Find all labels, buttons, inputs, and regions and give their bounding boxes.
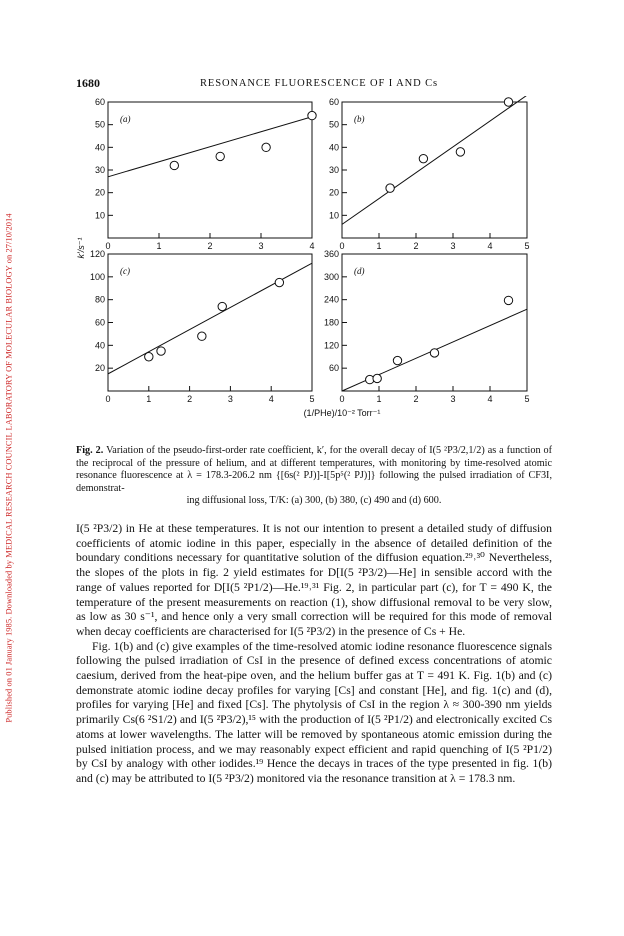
x-tick-label: 0	[339, 241, 345, 251]
y-tick-label: 40	[94, 340, 105, 351]
data-point	[504, 296, 512, 304]
x-tick-label: 3	[450, 241, 456, 251]
panel-label: (d)	[354, 266, 365, 276]
y-tick-label: 360	[323, 249, 339, 259]
y-tick-label: 20	[94, 187, 105, 198]
x-tick-label: 4	[309, 241, 315, 251]
x-tick-label: 4	[487, 241, 493, 251]
data-point	[386, 184, 394, 192]
x-tick-label: 1	[156, 241, 162, 251]
y-tick-label: 60	[94, 317, 105, 328]
x-tick-label: 2	[207, 241, 213, 251]
x-tick-label: 0	[339, 394, 345, 404]
data-point	[393, 356, 401, 364]
paragraph-2: Fig. 1(b) and (c) give examples of the time-resolved atomic iodine resonance fluorescence signals following the pulsed irradiation of CsI in the presence of defined excess concentrations of atomic caesium, derived from the heat-pipe oven, and the helium buffer gas at T = 491 K. Fig. 1(b) and (c) demonstrate atomic iodine decay profiles for varying [Cs] and constant [He], and fig. 1(c) and (d), profiles for varying [He] and fixed [Cs]. The phytolysis of CsI in the region λ ≈ 300-390 nm yields primarily Cs(6 ²S1/2) and I(5 ²P3/2),¹⁵ with the production of I(5 ²P1/2) and electronically excited Cs atoms at lower wavelengths. The latter will be removed by spontaneous atomic emission during the pulsed initiation process, and we may reasonably expect efficient and rapid quenching of I(5 ²P1/2) by CsI by analogy with other iodides.¹⁹ Hence the decays in traces of the type presented in fig. 1(b) and (c) may be attributed to I(5 ²P3/2) monitored via the resonance transition at λ = 178.3 nm.	[76, 639, 552, 785]
x-tick-label: 4	[487, 394, 493, 404]
x-tick-label: 0	[105, 394, 111, 404]
data-point	[218, 302, 226, 310]
data-point	[170, 161, 178, 169]
data-point	[262, 143, 270, 151]
x-tick-label: 2	[187, 394, 193, 404]
data-point	[419, 154, 427, 162]
y-tick-label: 60	[328, 363, 339, 374]
y-tick-label: 240	[323, 294, 339, 305]
panel-label: (c)	[120, 266, 130, 276]
data-point	[145, 353, 153, 361]
y-tick-label: 50	[94, 119, 105, 130]
y-tick-label: 10	[328, 210, 339, 221]
y-tick-label: 20	[328, 187, 339, 198]
x-tick-label: 5	[524, 241, 530, 251]
x-tick-label: 1	[146, 394, 152, 404]
fit-line	[342, 96, 527, 224]
data-point	[456, 148, 464, 156]
x-tick-label: 1	[376, 394, 382, 404]
y-tick-label: 50	[328, 119, 339, 130]
panel-frame	[342, 254, 527, 391]
data-point	[430, 349, 438, 357]
caption-last-line: ing diffusional loss, T/K: (a) 300, (b) 380, (c) 490 and (d) 600.	[186, 495, 442, 507]
x-tick-label: 5	[309, 394, 315, 404]
publication-sidebar	[0, 0, 18, 936]
y-tick-label: 120	[89, 249, 105, 259]
y-tick-label: 80	[94, 294, 105, 305]
x-axis-label: (1/PHe)/10⁻² Torr⁻¹	[303, 408, 381, 418]
figure-caption	[76, 445, 552, 508]
data-point	[157, 347, 165, 355]
x-tick-label: 3	[258, 241, 264, 251]
y-tick-label: 60	[94, 97, 105, 107]
x-tick-label: 2	[413, 394, 419, 404]
paragraph-1: I(5 ²P3/2) in He at these temperatures. It is not our intention to present a detailed study of diffusion coefficients of atomic iodine in this paper, especially in the absence of detailed definition of the boundary conditions necessary for quantitative solution of the diffusion equation.²⁹˒³⁰ Nevertheless, the slopes of the plots in fig. 2 yield estimates for D[I(5 ²P3/2)—He] in sensible accord with the range of values reported for D[I(5 ²P1/2)—He.¹⁹˒³¹ Fig. 2, in particular part (c), for T = 490 K, the temperature of the present measurements on reaction (1), show diffusional removal to be very slow, as low as 30 s⁻¹, and hence only a very small correction will be required for this mode of removal when decay coefficients are characterised for I(5 ²P3/2) in the presence of Cs + He.	[76, 522, 552, 638]
panel-frame	[108, 254, 312, 391]
x-tick-label: 5	[524, 394, 530, 404]
panel-frame	[342, 102, 527, 238]
y-tick-label: 30	[94, 165, 105, 175]
data-point	[308, 111, 316, 119]
y-tick-label: 40	[328, 142, 339, 153]
x-tick-label: 0	[105, 241, 111, 251]
x-tick-label: 2	[413, 241, 419, 251]
x-tick-label: 4	[268, 394, 274, 404]
caption-label: Fig. 2.	[76, 445, 104, 456]
y-axis-label: k′/s⁻¹	[76, 237, 86, 259]
y-tick-label: 30	[328, 165, 339, 175]
y-tick-label: 180	[323, 317, 339, 328]
y-tick-label: 120	[323, 340, 339, 351]
panel-label: (a)	[120, 114, 131, 124]
y-tick-label: 300	[323, 271, 339, 282]
data-point	[198, 332, 206, 340]
x-tick-label: 3	[450, 394, 456, 404]
data-point	[504, 98, 512, 106]
data-point	[275, 278, 283, 286]
y-tick-label: 40	[94, 142, 105, 153]
y-tick-label: 20	[94, 363, 105, 374]
y-tick-label: 100	[89, 271, 105, 282]
data-point	[373, 374, 381, 382]
page-number: 1680	[76, 76, 100, 90]
figure-2	[70, 96, 550, 441]
y-tick-label: 10	[94, 210, 105, 221]
x-tick-label: 3	[227, 394, 233, 404]
sidebar-text: Published on 01 January 1985. Downloaded by MEDICAL RESEARCH COUNCIL LABORATORY OF MOLECULAR BIOLOGY on 27/10/2014	[4, 213, 14, 723]
fit-line	[108, 117, 312, 177]
body-text	[76, 522, 552, 787]
panel-label: (b)	[354, 114, 365, 124]
caption-text: Variation of the pseudo-first-order rate coefficient, k′, for the overall decay of I(5 ²P3/2,1/2) as a function of the reciprocal of the pressure of helium, and at different temperatures, with monitoring by time-resolved atomic resonance fluorescence at λ = 178.3-206.2 nm {[6s(² PJ)]-I[5p⁵(² PJ)]} following the pulsed irradiation of CF3I, demonstrat-	[76, 445, 552, 494]
data-point	[216, 152, 224, 160]
running-head: RESONANCE FLUORESCENCE OF I AND Cs	[200, 78, 439, 89]
x-tick-label: 1	[376, 241, 382, 251]
y-tick-label: 60	[328, 97, 339, 107]
panel-frame	[108, 102, 312, 238]
